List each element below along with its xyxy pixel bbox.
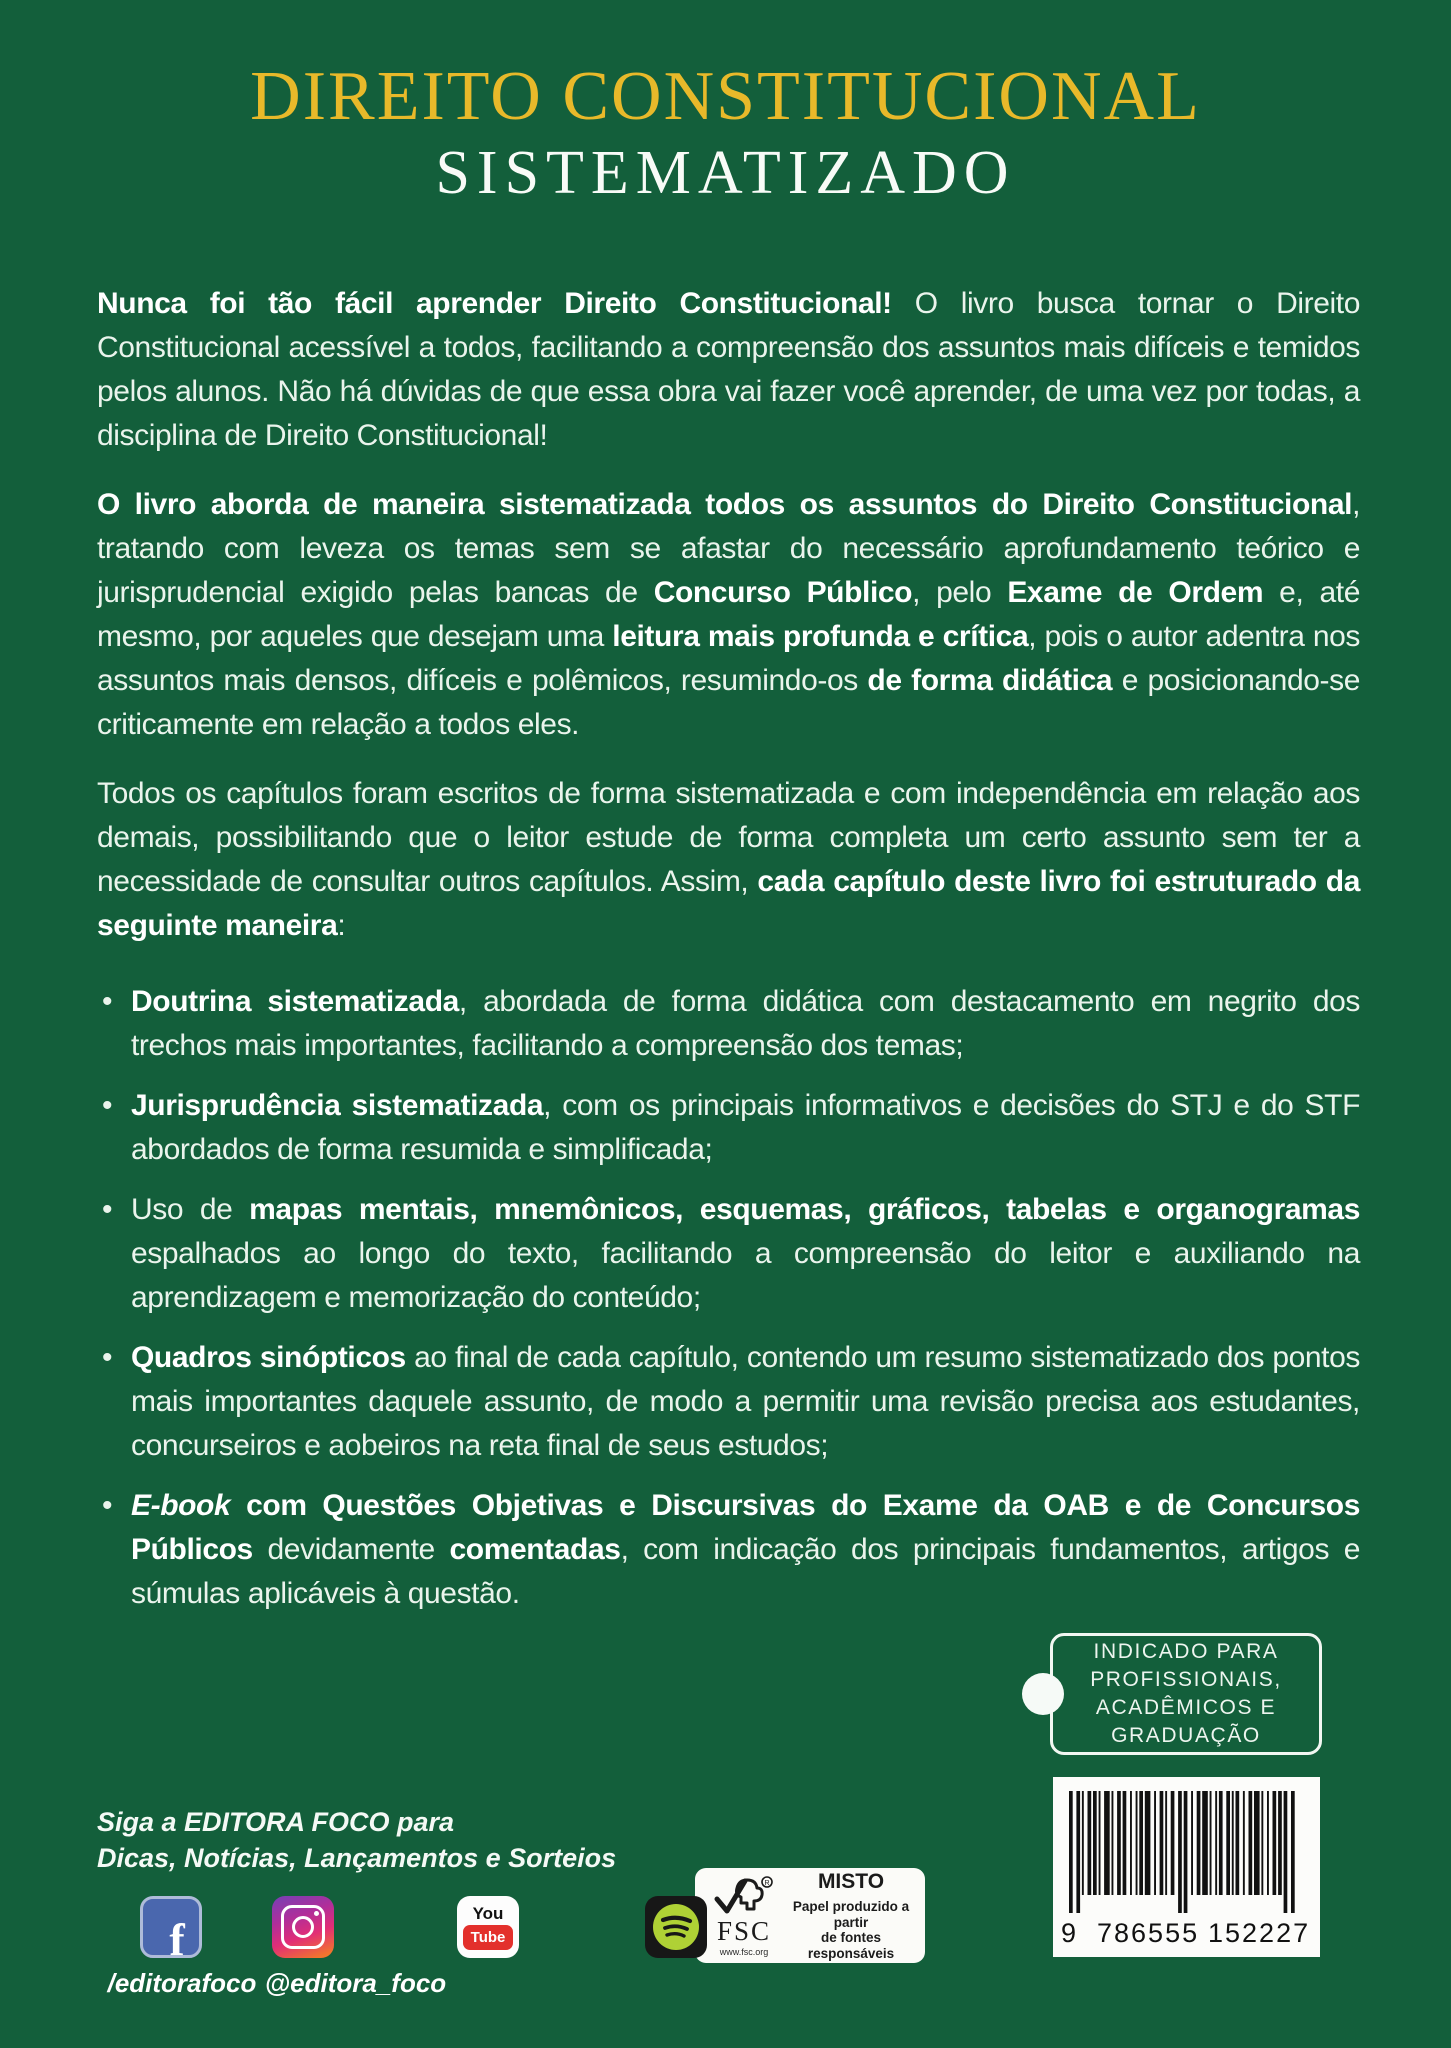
social-heading	[97, 1804, 616, 1876]
fsc-description-line1: Papel produzido a partir	[792, 1899, 910, 1930]
bullet-item: • Jurisprudência sistematizada, com os principais informativos e decisões do STJ e do STF abordados de forma resumida e simplificada;	[97, 1084, 1360, 1172]
spotify-waves	[653, 1904, 699, 1950]
fsc-logo-block	[703, 1875, 785, 1957]
youtube-word-tube: Tube	[463, 1925, 514, 1950]
fsc-description-line2: de fontes responsáveis	[807, 1930, 895, 1961]
bullet-item: • E-book com Questões Objetivas e Discursivas do Exame da OAB e de Concursos Públicos devidamente comentadas, com indicação dos principais fundamentos, artigos e súmulas aplicáveis à questão.	[97, 1484, 1360, 1616]
audience-badge	[1050, 1633, 1322, 1755]
book-title-line2: SISTEMATIZADO	[435, 139, 1016, 207]
fsc-paper-type: MISTO	[817, 1869, 885, 1893]
bullet-item: • Quadros sinópticos ao final de cada capítulo, contendo um resumo sistematizado dos pontos mais importantes daquele assunto, de modo a permitir uma revisão precisa aos estudantes, concurseiros e aobeiros na reta final de seus estudos;	[97, 1336, 1360, 1468]
social-heading-line2: Dicas, Notícias, Lançamentos e Sorteios	[97, 1843, 617, 1873]
svg-text:R: R	[764, 1879, 770, 1887]
facebook-handle: /editorafoco	[107, 1968, 257, 1998]
badge-line: GRADUAÇÃO	[1111, 1724, 1261, 1747]
youtube-icon	[457, 1896, 519, 1958]
spotify-icon	[645, 1896, 707, 1958]
facebook-icon	[140, 1896, 202, 1958]
fsc-website: www.fsc.org	[719, 1946, 769, 1957]
fsc-text-block	[785, 1870, 917, 1961]
isbn-barcode	[1053, 1777, 1320, 1957]
instagram-camera-frame	[281, 1905, 325, 1949]
instagram-camera-lens	[292, 1916, 314, 1938]
paragraph: Todos os capítulos foram escritos de forma sistematizada e com independência em relação aos demais, possibilitando que o leitor estude de forma completa um certo assunto sem ter a necessidade de consultar outros capítulos. Assim, cada capítulo deste livro foi estruturado da seguinte maneira:	[97, 777, 1360, 942]
barcode-group2: 152227	[1208, 1918, 1311, 1948]
barcode-group1: 786555	[1097, 1918, 1200, 1948]
paragraph: O livro aborda de maneira sistematizada todos os assuntos do Direito Constitucional, tratando com leveza os temas sem se afastar do necessário aprofundamento teórico e jurisprudencial exigido pelas bancas de Concurso Público, pelo Exame de Ordem e, até mesmo, por aqueles que desejam uma leitura mais profunda e crítica, pois o autor adentra nos assuntos mais densos, difíceis e polêmicos, resumindo-os de forma didática e posicionando-se criticamente em relação a todos eles.	[97, 488, 1360, 741]
facebook-f-glyph: f	[169, 1914, 185, 1958]
instagram-camera-flash-dot	[314, 1911, 319, 1916]
book-title-line1: DIREITO CONSTITUCIONAL	[250, 58, 1201, 135]
instagram-icon	[272, 1896, 334, 1958]
social-heading-line1: Siga a EDITORA FOCO para	[97, 1807, 455, 1837]
fsc-tree-icon	[713, 1875, 775, 1917]
fsc-label	[695, 1868, 925, 1963]
spotify-logo-circle	[653, 1904, 699, 1950]
badge-notch-circle	[1022, 1673, 1064, 1715]
badge-line: INDICADO PARA	[1093, 1640, 1279, 1663]
badge-line: PROFISSIONAIS,	[1090, 1668, 1282, 1691]
barcode-digits	[1053, 1919, 1320, 1949]
youtube-word-you: You	[472, 1903, 504, 1923]
barcode-first-digit: 9	[1061, 1918, 1077, 1948]
instagram-handle: @editora_foco	[264, 1968, 447, 1998]
barcode-bars	[1053, 1777, 1320, 1917]
title-block	[0, 58, 1451, 207]
paragraph: Nunca foi tão fácil aprender Direito Constitucional! O livro busca tornar o Direito Constitucional acessível a todos, facilitando a compreensão dos assuntos mais difíceis e temidos pelos alunos. Não há dúvidas de que essa obra vai fazer você aprender, de uma vez por todas, a disciplina de Direito Constitucional!	[97, 287, 1360, 452]
back-cover-text	[97, 282, 1360, 1632]
fsc-acronym: FSC	[716, 1915, 772, 1946]
bullet-item: • Doutrina sistematizada, abordada de forma didática com destacamento em negrito dos trechos mais importantes, facilitando a compreensão dos temas;	[97, 980, 1360, 1068]
badge-line: ACADÊMICOS E	[1095, 1696, 1277, 1719]
bullet-item: • Uso de mapas mentais, mnemônicos, esquemas, gráficos, tabelas e organogramas espalhados ao longo do texto, facilitando a compreensão do leitor e auxiliando na aprendizagem e memorização do conteúdo;	[97, 1188, 1360, 1320]
